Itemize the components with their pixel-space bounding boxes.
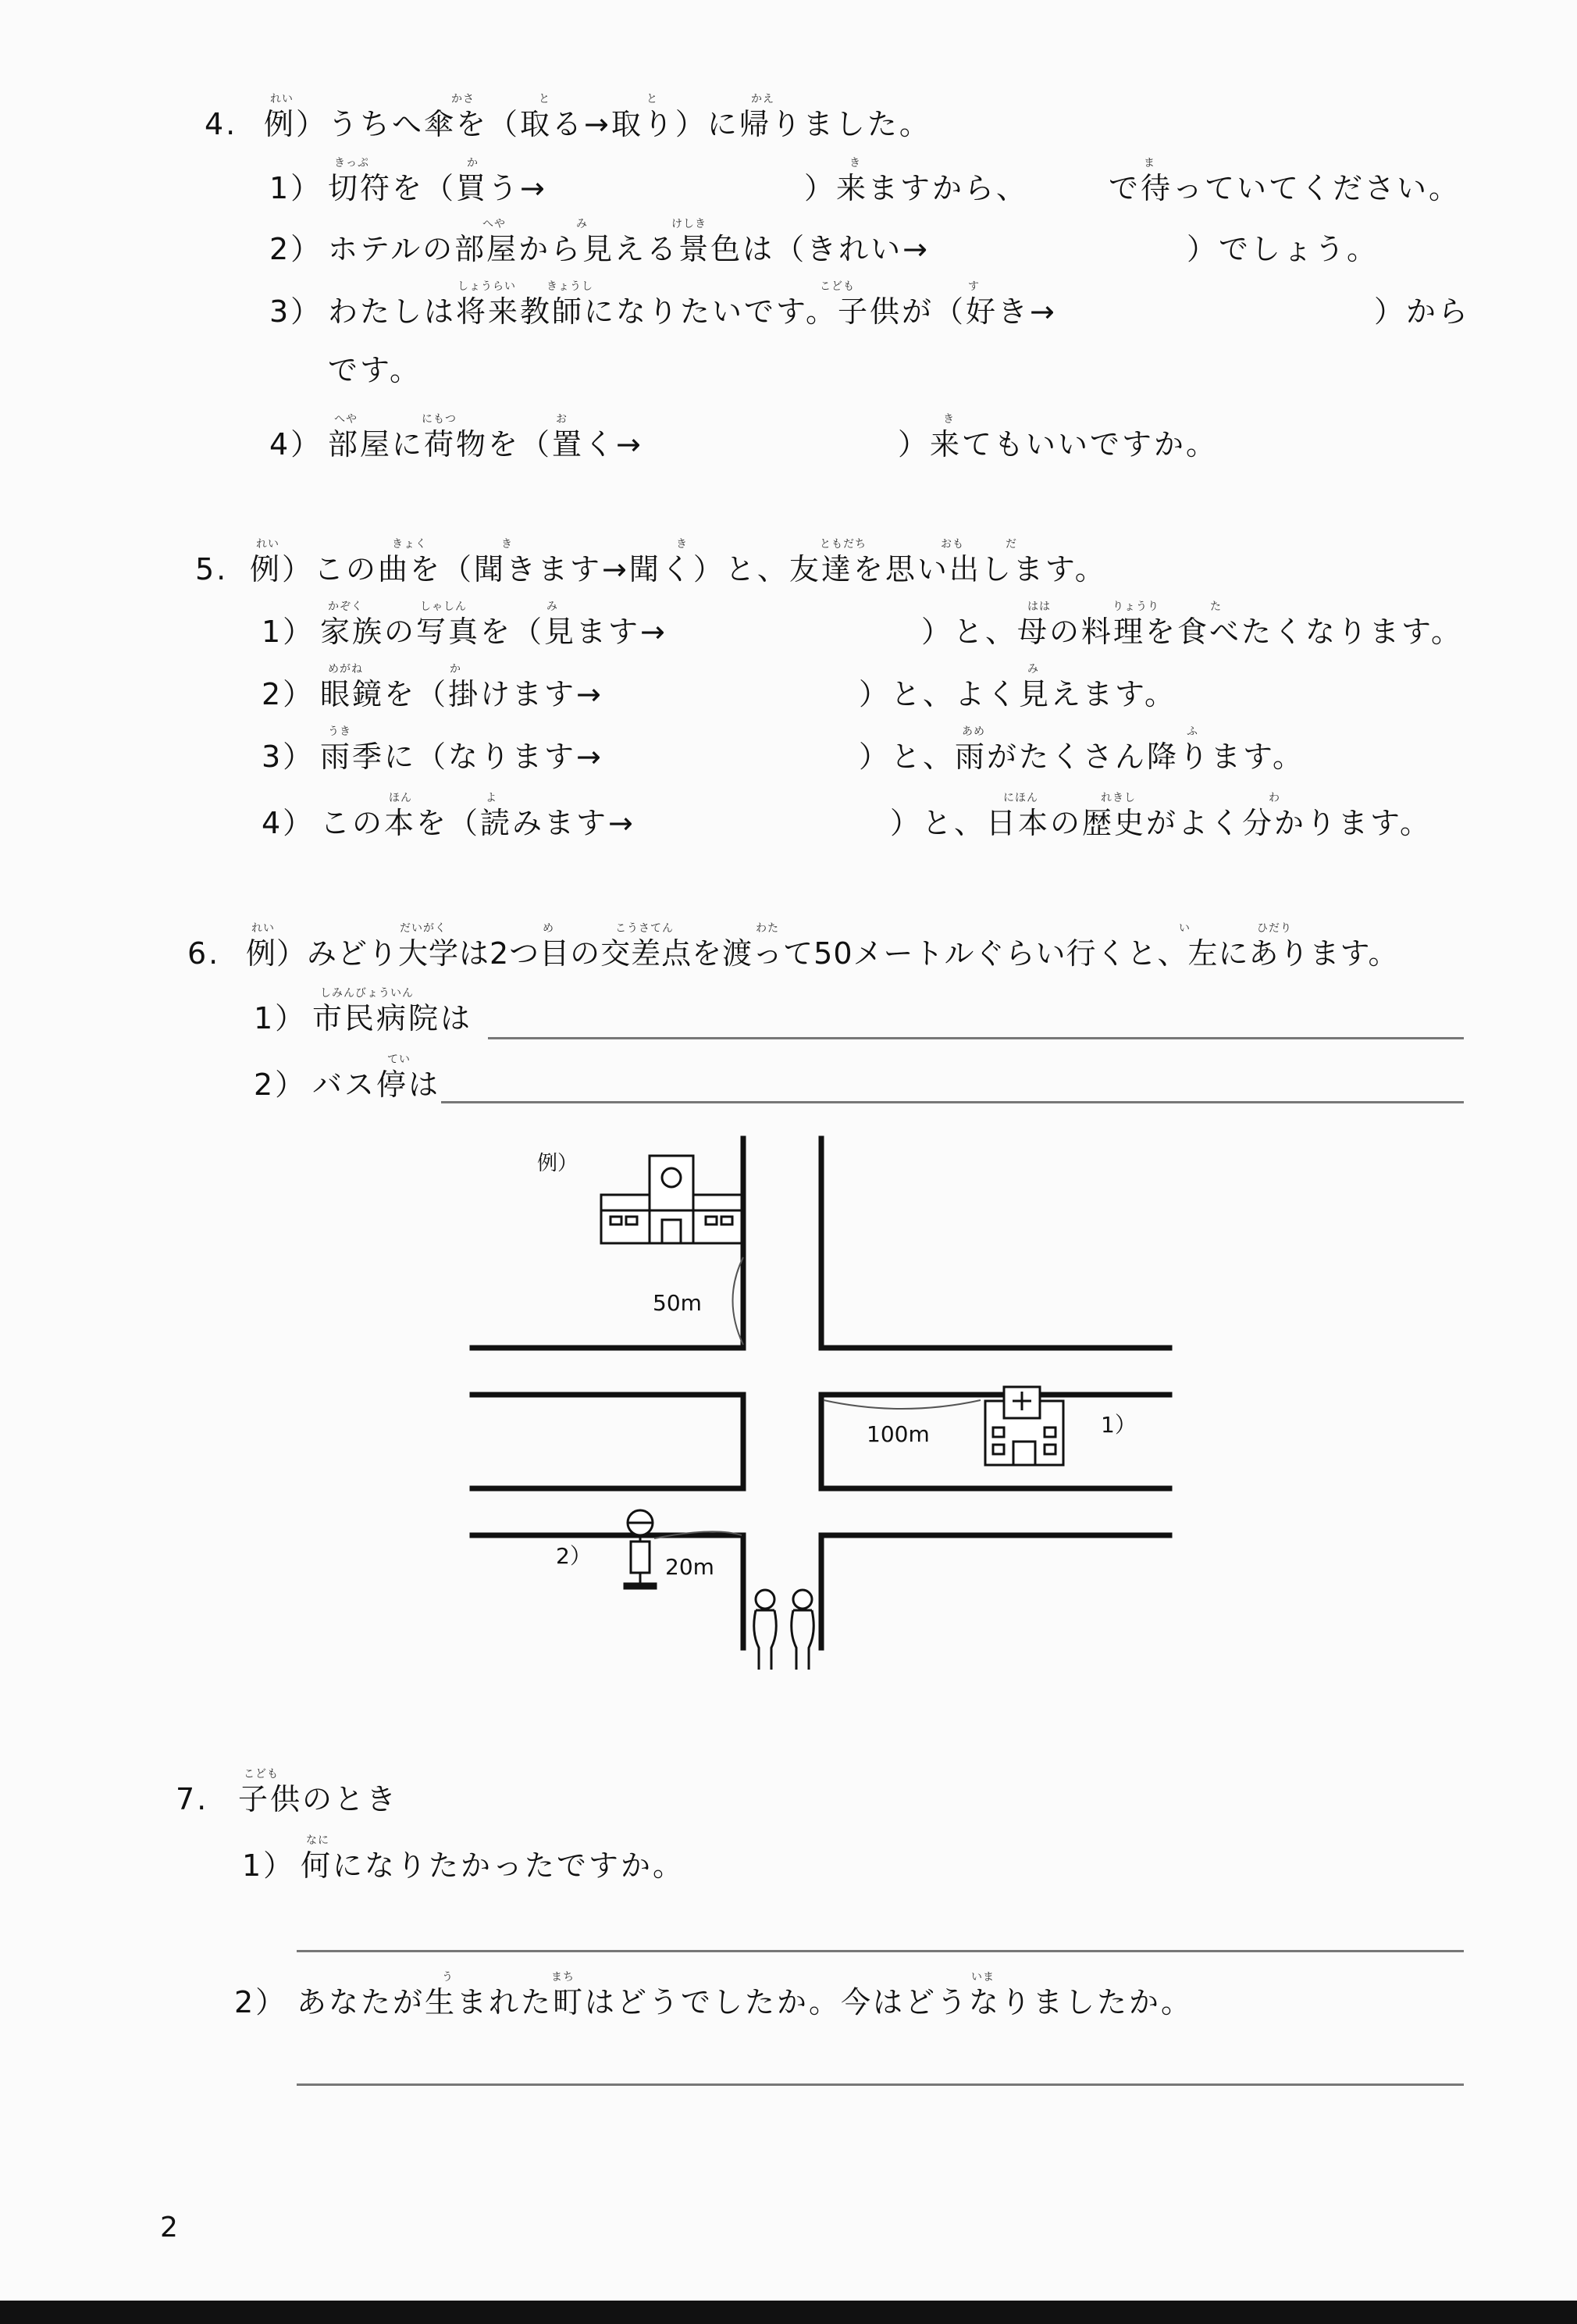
q4-item-1-ruby-c: き xyxy=(849,157,861,169)
q4-item-2-text: ホテルの部屋から見える景色は（きれい→ xyxy=(328,232,930,266)
map-example-label: 例） xyxy=(537,1152,578,1175)
q4-item-2-ruby-c: けしき xyxy=(671,218,707,230)
q5-item-4-ruby-a: ほん xyxy=(389,792,412,804)
q4-item-1-ruby-b: か xyxy=(467,157,479,169)
q4-item-3-close: ）から xyxy=(1374,294,1471,329)
q4-item-4-ruby-b: にもつ xyxy=(422,413,457,426)
hospital-icon xyxy=(985,1387,1063,1465)
q5-item-4-close: ）と、日本の歴史がよく分かります。 xyxy=(890,806,1432,840)
q5-item-2-num: 2） xyxy=(262,677,315,711)
q5-example-ruby-ki2: き xyxy=(676,538,688,551)
q5-item-1-ruby-f: た xyxy=(1210,601,1222,613)
q4-item-2-ruby-a: へや xyxy=(482,218,506,230)
q7-item-1-ruby: なに xyxy=(306,1834,329,1847)
q4-item-3-text: わたしは将来教師になりたいです。子供が（好き→ xyxy=(328,294,1057,329)
q4-item-4-text: 部屋に荷物を（置く→ xyxy=(328,427,643,462)
q6-example-ruby-daigaku: だいがく xyxy=(400,922,447,935)
q6-item-1-answer-line[interactable] xyxy=(488,1037,1464,1039)
q6-item-1-num: 1） xyxy=(254,1001,308,1035)
q5-item-1-ruby-e: りょうり xyxy=(1112,601,1159,613)
scan-bottom-edge xyxy=(0,2301,1577,2324)
q5-item-4-text: この本を（読みます→ xyxy=(320,806,635,840)
q6-item-1-ruby: しみんびょういん xyxy=(320,987,414,1000)
q5-item-1-ruby-a: かぞく xyxy=(328,601,363,613)
q5-item-1-num: 1） xyxy=(262,615,315,649)
q4-item-4-close: ）来てもいいですか。 xyxy=(898,427,1219,462)
q5-example-ruby-omo: おも xyxy=(941,538,964,551)
q4-item-1-ruby-d: ま xyxy=(1144,157,1155,169)
q5-item-4-ruby-c: にほん xyxy=(1003,792,1038,804)
q4-example-ruby-to1: と xyxy=(539,93,550,105)
q4-number: 4. xyxy=(205,107,238,141)
map-label-hospital: 1） xyxy=(1101,1412,1137,1438)
q6-example-ruby-rei: れい xyxy=(251,922,275,935)
q4-item-4-ruby-a: へや xyxy=(334,413,358,426)
q4-item-3-ruby-a: しょうらい xyxy=(457,280,516,293)
map-dist-university: 50m xyxy=(653,1290,702,1316)
q4-item-4-ruby-c: お xyxy=(556,413,568,426)
q6-item-1-text: 市民病院は xyxy=(312,1001,473,1035)
q6-example-ruby-wata: わた xyxy=(756,922,779,935)
map-dist-busstop: 20m xyxy=(665,1554,714,1580)
q4-item-2-ruby-b: み xyxy=(576,218,588,230)
q7-item-2-ruby-c: いま xyxy=(971,1971,995,1984)
pedestrians-icon xyxy=(754,1590,814,1670)
q5-item-1-ruby-d: はは xyxy=(1027,601,1051,613)
q5-item-3-ruby-b: あめ xyxy=(962,725,985,738)
q5-item-3-text: 雨季に（なります→ xyxy=(320,740,603,774)
q5-item-3-num: 3） xyxy=(262,740,315,774)
q5-item-2-close: ）と、よく見えます。 xyxy=(859,677,1177,711)
q4-item-2-close: ）でしょう。 xyxy=(1187,232,1379,266)
q7-item-2-answer-line[interactable] xyxy=(297,2083,1464,2086)
q5-number: 5. xyxy=(195,552,229,586)
q5-item-4-num: 4） xyxy=(262,806,315,840)
q6-example-ruby-hidari: ひだり xyxy=(1257,922,1292,935)
q7-item-2-num: 2） xyxy=(234,1985,288,2019)
q5-example-ruby-ki1: き xyxy=(501,538,513,551)
q4-item-1-text: 切符を（買う→ xyxy=(328,171,547,205)
q7-item-1-num: 1） xyxy=(242,1848,296,1883)
q4-example-ruby-to2: と xyxy=(646,93,658,105)
bus-stop-icon xyxy=(625,1510,656,1588)
q4-item-1-num: 1） xyxy=(269,171,323,205)
map-dist-hospital: 100m xyxy=(867,1421,930,1447)
page-number: 2 xyxy=(160,2212,180,2244)
q6-example-ruby-i: い xyxy=(1179,922,1191,935)
university-icon xyxy=(601,1156,742,1243)
q5-item-3-ruby-c: ふ xyxy=(1187,725,1198,738)
q4-item-1-close: ）来ますから、 xyxy=(804,171,1029,205)
q4-item-3-cont: です。 xyxy=(328,353,422,387)
q7-number: 7. xyxy=(176,1782,209,1816)
q7-item-1-text: 何になりたかったですか。 xyxy=(301,1848,685,1883)
q5-example: 例）この曲を（聞きます→聞く）と、友達を思い出します。 xyxy=(250,552,1107,586)
q5-example-ruby-kyoku: きょく xyxy=(392,538,427,551)
q6-item-2-answer-line[interactable] xyxy=(441,1101,1464,1103)
q7-item-2-text: あなたが生まれた町はどうでしたか。今はどうなりましたか。 xyxy=(297,1985,1194,2019)
q5-item-1-close: ）と、母の料理を食べたくなります。 xyxy=(921,615,1463,649)
q6-item-2-text: バス停は xyxy=(312,1068,441,1102)
q5-example-ruby-tomodachi: ともだち xyxy=(820,538,867,551)
q5-item-3-close: ）と、雨がたくさん降ります。 xyxy=(859,740,1305,774)
q5-example-ruby-da: だ xyxy=(1006,538,1017,551)
q4-item-2-num: 2） xyxy=(269,232,323,266)
q6-item-2-num: 2） xyxy=(254,1068,308,1102)
q5-item-4-ruby-e: わ xyxy=(1269,792,1280,804)
q4-item-4-ruby-d: き xyxy=(943,413,955,426)
q7-item-1-answer-line[interactable] xyxy=(297,1950,1464,1952)
q5-item-2-ruby-a: めがね xyxy=(328,663,363,675)
q6-example: 例）みどり大学は2つ目の交差点を渡って50メートルぐらい行くと、左にあります。 xyxy=(246,936,1399,971)
q4-item-1-ruby-a: きっぷ xyxy=(334,157,369,169)
q4-item-3-ruby-b: きょうし xyxy=(546,280,593,293)
q6-number: 6. xyxy=(187,936,221,971)
q5-item-1-ruby-b: しゃしん xyxy=(420,601,467,613)
q5-example-ruby-rei: れい xyxy=(256,538,279,551)
q5-item-1-ruby-c: み xyxy=(546,601,558,613)
q4-item-3-num: 3） xyxy=(269,294,323,329)
q7-title: 子供のとき xyxy=(238,1782,399,1816)
q5-item-2-ruby-b: か xyxy=(450,663,461,675)
distance-arc-hospital xyxy=(824,1400,981,1409)
q4-example-ruby-kae: かえ xyxy=(751,93,774,105)
q4-item-1-tail: で待っていてください。 xyxy=(1109,171,1461,205)
q4-item-3-ruby-c: こども xyxy=(820,280,855,293)
q6-example-ruby-kousaten: こうさてん xyxy=(615,922,674,935)
q4-example-ruby-rei: れい xyxy=(270,93,294,105)
q4-example: 例）うちへ傘を（取る→取り）に帰りました。 xyxy=(264,107,931,141)
q7-title-ruby: こども xyxy=(244,1768,279,1780)
q4-item-3-ruby-d: す xyxy=(968,280,980,293)
q5-item-1-text: 家族の写真を（見ます→ xyxy=(320,615,667,649)
q4-item-4-num: 4） xyxy=(269,427,323,462)
q6-item-2-ruby: てい xyxy=(387,1053,411,1066)
q5-item-3-ruby-a: うき xyxy=(328,725,351,738)
q5-item-2-text: 眼鏡を（掛けます→ xyxy=(320,677,603,711)
q6-example-ruby-me: め xyxy=(543,922,554,935)
q5-item-4-ruby-b: よ xyxy=(486,792,497,804)
q5-item-4-ruby-d: れきし xyxy=(1101,792,1136,804)
q4-example-ruby-kasa: かさ xyxy=(451,93,475,105)
q7-item-2-ruby-a: う xyxy=(442,1971,454,1984)
q5-item-2-ruby-c: み xyxy=(1027,663,1039,675)
street-map xyxy=(468,1132,1187,1695)
q7-item-2-ruby-b: まち xyxy=(551,1971,575,1984)
map-label-busstop: 2） xyxy=(556,1543,592,1569)
